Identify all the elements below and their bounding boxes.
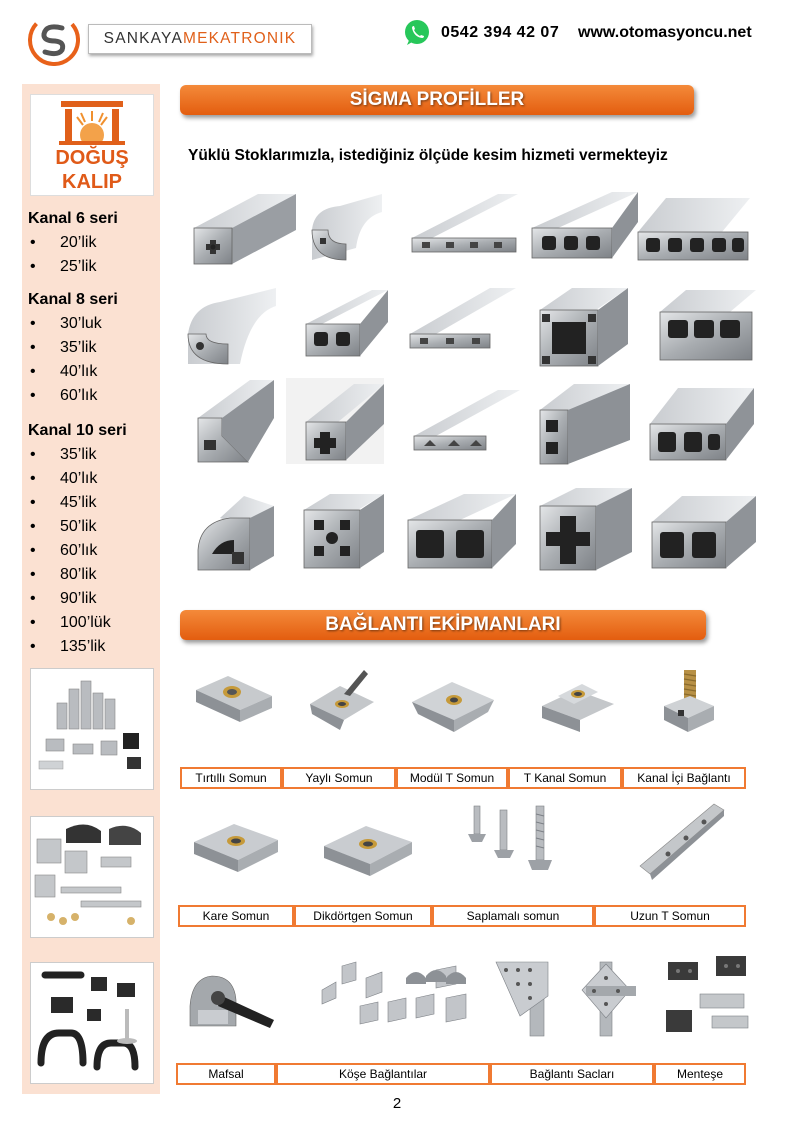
- label-connection-plates: Bağlantı Sacları: [490, 1063, 654, 1085]
- label-knurled-nut: Tırtıllı Somun: [180, 767, 282, 789]
- label-long-t-nut: Uzun T Somun: [594, 905, 746, 927]
- sankaya-logo-icon: [28, 14, 80, 66]
- knurled-nut-image: [188, 670, 278, 726]
- label-t-slot-nut: T Kanal Somun: [508, 767, 622, 789]
- series-item: • 40’lık: [30, 363, 98, 380]
- label-corner-brackets: Köşe Bağlantılar: [276, 1063, 490, 1085]
- label-rectangular-nut: Dikdörtgen Somun: [294, 905, 432, 927]
- series-item: • 30’luk: [30, 315, 102, 332]
- series-item: • 60’lık: [30, 542, 98, 559]
- brand-name-part1: SANKAYA: [103, 30, 183, 47]
- label-module-t-nut: Modül T Somun: [396, 767, 508, 789]
- spring-nut-image: [304, 664, 384, 734]
- series-item: • 80’lik: [30, 566, 97, 583]
- series-item: • 25’lik: [30, 258, 97, 275]
- series-item: • 100’lük: [30, 614, 111, 631]
- series-title-kanal8: Kanal 8 seri: [28, 291, 118, 308]
- square-nut-image: [188, 818, 284, 878]
- label-hinge: Menteşe: [654, 1063, 746, 1085]
- t-slot-nut-image: [538, 672, 618, 736]
- whatsapp-icon: [402, 18, 432, 48]
- profiles-subtitle: Yüklü Stoklarımızla, istediğiniz ölçüde kesim hizmeti vermekteyiz: [188, 147, 668, 164]
- profile-image: [646, 384, 760, 470]
- series-item: • 90’lik: [30, 590, 97, 607]
- module-t-nut-image: [408, 672, 498, 736]
- page-number: 2: [392, 1095, 402, 1112]
- profile-image: [536, 486, 650, 572]
- profile-image: [298, 188, 412, 274]
- series-item: • 35’lik: [30, 446, 97, 463]
- long-t-nut-image: [634, 796, 730, 886]
- series-item: • 50’lik: [30, 518, 97, 535]
- profile-image: [302, 284, 416, 370]
- profile-image: [180, 284, 294, 370]
- brand-name: [88, 24, 312, 54]
- corner-brackets-image: [316, 958, 476, 1034]
- profile-image: [648, 492, 762, 578]
- channel-connector-image: [656, 666, 722, 738]
- dogus-logo-line2: KALIP: [62, 171, 122, 193]
- label-square-nut: Kare Somun: [178, 905, 294, 927]
- rectangular-nut-image: [320, 818, 416, 880]
- series-item: • 135’lik: [30, 638, 106, 655]
- series-item: • 40’lık: [30, 470, 98, 487]
- profile-image: [300, 490, 414, 576]
- series-item: • 60’lık: [30, 387, 98, 404]
- profile-image: [406, 284, 520, 370]
- label-pivot-joint: Mafsal: [176, 1063, 276, 1085]
- series-item: • 35’lik: [30, 339, 97, 356]
- accessory-photo-brackets: [30, 816, 154, 938]
- section-title-equipment: BAĞLANTI EKİPMANLARI: [180, 610, 706, 640]
- accessory-photo-assortment: [30, 668, 154, 790]
- section-title-profiles: SİGMA PROFİLLER: [180, 85, 694, 115]
- profile-image: [404, 490, 518, 576]
- series-item: • 45’lik: [30, 494, 97, 511]
- series-title-kanal10: Kanal 10 seri: [28, 422, 127, 439]
- series-title-kanal6: Kanal 6 seri: [28, 210, 118, 227]
- profile-image: [528, 188, 642, 274]
- dogus-logo-line1: DOĞUŞ: [55, 147, 129, 169]
- hinge-image: [660, 950, 754, 1044]
- accessory-photo-handles: [30, 962, 154, 1084]
- profile-image: [284, 378, 398, 464]
- profile-image: [410, 380, 524, 466]
- dogus-kalip-logo: [30, 94, 154, 196]
- profile-image: [408, 188, 522, 274]
- connection-plates-image: [490, 956, 640, 1038]
- series-item: • 20’lik: [30, 234, 97, 251]
- profile-image: [190, 490, 304, 576]
- brand-name-part2: MEKATRONIK: [182, 30, 297, 47]
- label-channel-connector: Kanal İçi Bağlantı: [622, 767, 746, 789]
- profile-image: [534, 380, 648, 466]
- profile-image: [656, 284, 770, 370]
- profile-image: [532, 284, 646, 370]
- phone-number[interactable]: 0542 394 42 07: [441, 24, 560, 41]
- label-stud-nut: Saplamalı somun: [432, 905, 594, 927]
- profile-image: [636, 188, 750, 274]
- label-spring-nut: Yaylı Somun: [282, 767, 396, 789]
- temple-sun-icon: [57, 99, 127, 145]
- profile-image: [188, 188, 302, 274]
- stud-nut-image: [460, 800, 570, 880]
- pivot-joint-image: [182, 966, 278, 1040]
- website-link[interactable]: www.otomasyoncu.net: [578, 24, 752, 41]
